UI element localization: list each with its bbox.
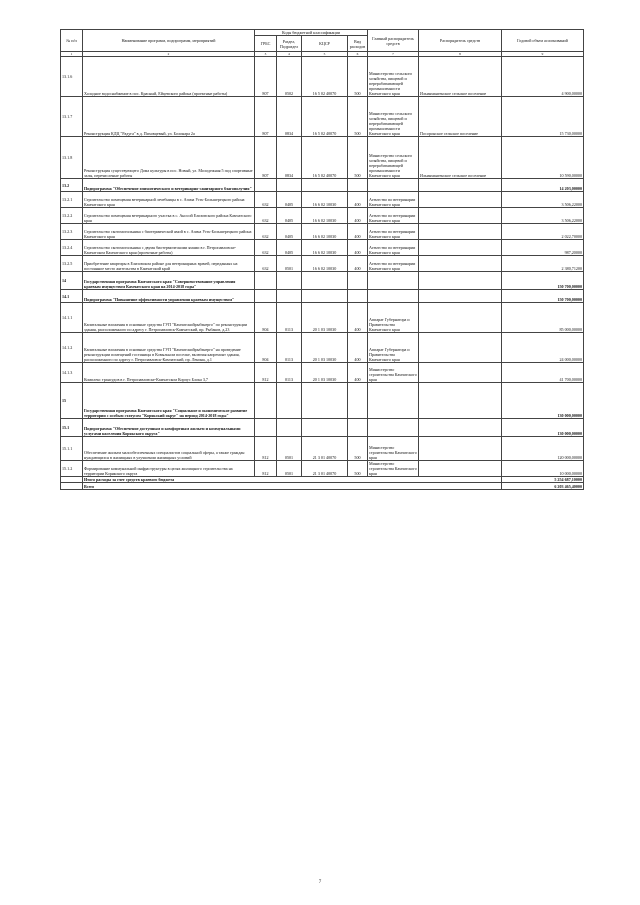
row-number: 14 — [61, 272, 83, 290]
row-recipient — [419, 208, 502, 224]
row-vr — [348, 383, 368, 419]
row-main-distributor: Министерство сельского хозяйства, пищевой и перерабатывающей промышленности Камчатского края — [368, 97, 419, 137]
row-razdel — [277, 383, 302, 419]
table-row — [61, 272, 584, 290]
row-grbs: 632 — [255, 256, 277, 272]
col-header-codes-group: Коды бюджетной классификации — [255, 30, 368, 36]
row-number: 13.2.1 — [61, 192, 83, 208]
row-recipient: Посоронское сельское поселение — [419, 97, 502, 137]
row-main-distributor: Аппарат Губернатора и Правительства Камчатского края — [368, 303, 419, 333]
row-number: 13.1.8 — [61, 137, 83, 179]
row-vr — [348, 179, 368, 192]
row-razdel: 0501 — [277, 437, 302, 461]
row-grbs: 632 — [255, 240, 277, 256]
row-amount: 85 000,00000 — [502, 303, 584, 333]
row-name: Строительство помещения ветеринарного участка в с. Аносой Елизовского района Камчатского края — [83, 208, 255, 224]
row-razdel — [277, 179, 302, 192]
row-ksr: 20 1 03 10030 — [302, 333, 348, 363]
row-razdel: 0834 — [277, 97, 302, 137]
row-main-distributor: Министерство сельского хозяйства, пищевой и перерабатывающей промышленности Камчатского края — [368, 137, 419, 179]
row-ksr: 16 6 02 10030 — [302, 240, 348, 256]
row-razdel — [277, 272, 302, 290]
total-row — [61, 483, 584, 490]
column-index: 1 — [61, 52, 83, 57]
row-number: 13.2.2 — [61, 208, 83, 224]
row-razdel: 0113 — [277, 363, 302, 383]
row-recipient — [419, 363, 502, 383]
row-vr: 500 — [348, 97, 368, 137]
row-razdel: 0405 — [277, 240, 302, 256]
row-main-distributor: Министерство строительства Камчатского края — [368, 363, 419, 383]
row-name: Строительство помещения ветеринарной лечебницы в с. Апача Усть-Большерецкого района Камчатского края — [83, 192, 255, 208]
row-grbs — [255, 272, 277, 290]
row-main-distributor — [368, 272, 419, 290]
row-number: 15.1 — [61, 419, 83, 437]
column-index: 8 — [419, 52, 502, 57]
row-main-distributor: Аппарат Губернатора и Правительства Камчатского края — [368, 333, 419, 363]
row-name: Холодное водоснабжение в пос. Красный, Ейцевского района (проектные работы) — [83, 57, 255, 97]
row-recipient — [419, 303, 502, 333]
row-main-distributor: Агентство по ветеринарии Камчатского края — [368, 256, 419, 272]
row-main-distributor — [368, 383, 419, 419]
row-vr: 500 — [348, 137, 368, 179]
row-amount: 120 000,00000 — [502, 437, 584, 461]
row-ksr — [302, 419, 348, 437]
row-number: 13.1.6 — [61, 57, 83, 97]
row-grbs: 812 — [255, 461, 277, 477]
row-name: Капитальные вложения в основные средства ГУП "Камчатскийрыбэнерго" на проведение реконструкции помещений гостиницы в Ковыльном поселке, включая капремонт здания, расположенного по адресу г. Петропавловск-Камчатский, пр. Ленина, д.1 — [83, 333, 255, 363]
table-row — [61, 461, 584, 477]
table-row — [61, 290, 584, 303]
row-name: Подпрограмма "Повышение эффективности управления краевым имуществом" — [83, 290, 255, 303]
table-row — [61, 383, 584, 419]
row-grbs: 812 — [255, 437, 277, 461]
row-name: Государственная программа Камчатского края "Социальное и экономическое развитие территории с особым статусом "Корякский округ" на период 2014-2018 годы" — [83, 383, 255, 419]
total-label: Всего — [83, 483, 502, 490]
row-recipient: Ильинмангенское сельское поселение — [419, 137, 502, 179]
row-ksr: 16 5 02 40070 — [302, 57, 348, 97]
row-amount: 150 700,00000 — [502, 290, 584, 303]
row-main-distributor: Агентство по ветеринарии Камчатского края — [368, 208, 419, 224]
row-vr: 400 — [348, 240, 368, 256]
row-recipient — [419, 383, 502, 419]
row-amount: 987,20000 — [502, 240, 584, 256]
row-recipient — [419, 419, 502, 437]
document-page — [60, 29, 583, 490]
row-recipient — [419, 224, 502, 240]
row-amount: 3 506,22000 — [502, 208, 584, 224]
row-grbs: 632 — [255, 192, 277, 208]
row-grbs — [255, 290, 277, 303]
table-row — [61, 192, 584, 208]
row-grbs: 807 — [255, 57, 277, 97]
row-grbs: 812 — [255, 363, 277, 383]
row-grbs: 807 — [255, 97, 277, 137]
row-ksr: 16 6 02 10030 — [302, 192, 348, 208]
row-main-distributor: Министерство строительства Камчатского края — [369, 461, 417, 477]
row-number: 13.2.3 — [61, 224, 83, 240]
row-vr — [348, 419, 368, 437]
row-number: 13.2 — [61, 179, 83, 192]
col-header-num: № п/п — [61, 30, 83, 52]
row-amount: 130 000,00000 — [502, 383, 584, 419]
col-header-razdel: Раздел, Подраздел — [277, 36, 302, 52]
row-ksr — [302, 179, 348, 192]
row-amount: 10 590,00000 — [502, 137, 584, 179]
column-index: 2 — [83, 52, 255, 57]
column-index: 5 — [302, 52, 348, 57]
row-name: Капитальные вложения в основные средства ГУП "Камчатскийрыбэнерго" по реконструкции здания, расположенного по адресу г. Петропавловск-Камчатский, пр. Рыбаков, д.23 — [83, 303, 255, 333]
row-main-distributor — [368, 290, 419, 303]
row-name: Подпрограмма "Обеспечение доступным и комфортным жильем и коммунальными услугами населения Корякского округа" — [83, 419, 255, 437]
row-recipient — [419, 240, 502, 256]
row-recipient — [419, 437, 502, 461]
row-number: 14.1 — [61, 290, 83, 303]
row-recipient — [419, 192, 502, 208]
table-row — [61, 419, 584, 437]
row-name: Строительство скотомогильника с биотермической ямой в с. Апача Усть-Большерецкого района Камчатского края — [83, 224, 255, 240]
row-ksr: 16 5 02 40070 — [302, 97, 348, 137]
table-row — [61, 137, 584, 179]
row-recipient — [419, 272, 502, 290]
row-amount: 10 000,00000 — [502, 461, 584, 477]
row-razdel — [277, 290, 302, 303]
row-amount: 2 380,71200 — [502, 256, 584, 272]
total-amount: 6 203 465,40000 — [502, 483, 584, 490]
row-name: Строительство скотомогильника с двумя биотермическими ямами в г. Петропавловске-Камчатском Камчатского края (проектные работы) — [83, 240, 255, 256]
row-razdel: 0405 — [277, 192, 302, 208]
row-ksr — [302, 290, 348, 303]
row-grbs — [255, 419, 277, 437]
col-header-recipient: Распорядитель средств — [419, 30, 502, 52]
table-row — [61, 303, 584, 333]
row-vr: 500 — [348, 461, 368, 477]
row-main-distributor: Агентство по ветеринарии Камчатского края — [368, 224, 419, 240]
row-name: Формирование коммунальной инфраструктуры в целях жилищного строительства на территории Корякского округа — [83, 461, 255, 477]
subtotal-label: Итого расходы за счет средств краевого бюджета — [83, 477, 502, 483]
row-number: 13.1.7 — [61, 97, 83, 137]
row-vr: 400 — [348, 192, 368, 208]
row-amount: 24 000,00000 — [502, 333, 584, 363]
row-grbs: 804 — [255, 333, 277, 363]
row-name: Приобретение квартиры в Елизовском районе для ветеринарных врачей, переданных на постоянное место жительства в Камчатский край — [83, 256, 255, 272]
row-vr: 400 — [348, 363, 368, 383]
table-row — [61, 57, 584, 97]
row-razdel: 0113 — [277, 333, 302, 363]
row-ksr — [302, 383, 348, 419]
row-amount: 150 700,00000 — [502, 272, 584, 290]
row-razdel: 0405 — [277, 224, 302, 240]
subtotal-amount: 5 254 687,10000 — [502, 477, 584, 483]
column-index: 4 — [277, 52, 302, 57]
row-number: 15.1.2 — [61, 461, 83, 477]
row-razdel: 0113 — [277, 303, 302, 333]
table-row — [61, 97, 584, 137]
row-razdel: 0834 — [277, 137, 302, 179]
row-recipient: Ильинмангенское сельское поселение — [419, 57, 502, 97]
row-ksr: 21 3 01 40070 — [302, 437, 348, 461]
table-row — [61, 224, 584, 240]
row-recipient — [419, 256, 502, 272]
row-ksr: 20 1 03 10030 — [302, 363, 348, 383]
table-row — [61, 437, 584, 461]
col-header-name: Наименование программ, подпрограмм, мероприятий — [83, 30, 255, 52]
row-vr: 400 — [348, 256, 368, 272]
row-vr: 400 — [348, 303, 368, 333]
col-header-grbs: ГРБС — [255, 36, 277, 52]
table-body — [61, 57, 584, 477]
row-number: 15.1.1 — [61, 437, 83, 461]
row-razdel: 0405 — [277, 208, 302, 224]
page-number: 7 — [318, 880, 322, 885]
row-ksr: 16 6 02 10030 — [302, 208, 348, 224]
row-recipient — [419, 290, 502, 303]
row-name: Подпрограмма "Обеспечение эпизоотического и ветеринарно-санитарного благополучия" — [83, 179, 255, 192]
row-recipient — [419, 179, 502, 192]
row-amount: 41 700,00000 — [502, 363, 584, 383]
row-ksr: 16 6 02 10030 — [302, 256, 348, 272]
row-grbs: 807 — [255, 137, 277, 179]
row-main-distributor: Министерство сельского хозяйства, пищевой и перерабатывающей промышленности Камчатского края — [368, 57, 419, 97]
row-amount: 130 000,00000 — [502, 419, 584, 437]
table-row — [61, 240, 584, 256]
row-grbs: 632 — [255, 224, 277, 240]
row-vr: 400 — [348, 208, 368, 224]
budget-table — [60, 29, 584, 490]
col-header-main-distributor: Главный распорядитель средств — [368, 30, 419, 52]
row-main-distributor: Министерство строительства Камчатского края — [368, 437, 419, 461]
row-vr: 500 — [348, 57, 368, 97]
row-ksr: 16 6 02 10030 — [302, 224, 348, 240]
column-index: 6 — [348, 52, 368, 57]
row-grbs: 804 — [255, 303, 277, 333]
row-amount: 14 203,00000 — [502, 179, 584, 192]
row-amount: 2 022,70000 — [502, 224, 584, 240]
row-grbs — [255, 383, 277, 419]
row-name: Государственная программа Камчатского края "Совершенствование управления краевым имуществом Камчатского края на 2014-2018 годы" — [83, 272, 255, 290]
row-vr: 400 — [348, 224, 368, 240]
row-razdel — [277, 419, 302, 437]
row-number: 13.2.4 — [61, 240, 83, 256]
row-number: 14.1.2 — [61, 333, 83, 363]
row-main-distributor: Агентство по ветеринарии Камчатского края — [368, 192, 419, 208]
row-number: 14.1.1 — [61, 303, 83, 333]
row-ksr — [302, 272, 348, 290]
row-main-distributor: Агентство по ветеринарии Камчатского края — [368, 240, 419, 256]
table-row — [61, 208, 584, 224]
row-name: Реконструкция КДЦ "Радуга" в д. Пиховцевый, ул. Болонара 2а — [83, 97, 255, 137]
row-number: 13.2.5 — [61, 256, 83, 272]
row-amount: 3 506,22000 — [502, 192, 584, 208]
table-row — [61, 363, 584, 383]
col-header-ksr: КЦСР — [302, 36, 348, 52]
row-vr — [348, 272, 368, 290]
table-row — [61, 333, 584, 363]
row-vr: 500 — [348, 437, 368, 461]
col-header-vr: Вид расходов — [348, 36, 368, 52]
row-amount: 4 900,00000 — [502, 57, 584, 97]
column-index: 3 — [255, 52, 277, 57]
column-index: 7 — [368, 52, 419, 57]
row-ksr: 16 5 02 40070 — [302, 137, 348, 179]
row-razdel: 0501 — [277, 461, 302, 477]
row-number: 14.1.3 — [61, 363, 83, 383]
table-row — [61, 256, 584, 272]
row-name: Реконструкция существующего Дома культуры в пос. Новый, ул. Молодежная 5 под спортивные залы, перечисленые работы — [83, 137, 255, 179]
row-vr — [348, 290, 368, 303]
col-header-total: Годовой объем ассигнований — [502, 30, 584, 52]
row-ksr: 21 3 01 40070 — [302, 461, 348, 477]
row-vr: 400 — [348, 333, 368, 363]
row-razdel: 0502 — [277, 57, 302, 97]
row-recipient — [419, 461, 502, 477]
row-main-distributor — [368, 419, 419, 437]
column-index: 9 — [502, 52, 584, 57]
row-number: 15 — [61, 383, 83, 419]
row-recipient — [419, 333, 502, 363]
row-main-distributor — [368, 179, 419, 192]
table-row — [61, 179, 584, 192]
row-razdel: 0501 — [277, 256, 302, 272]
row-name: Комплекс трансудов в г. Петропавловске-Камчатском Корпус Блока 3,7 — [83, 363, 255, 383]
row-grbs — [255, 179, 277, 192]
row-amount: 15 730,00000 — [502, 97, 584, 137]
row-name: Обеспечение жильем малообеспеченных специалистов социальной сферы, а также граждан нуждающихся в жилищных в улучшении жилищных условий — [83, 437, 255, 461]
row-ksr: 20 1 03 10030 — [302, 303, 348, 333]
row-grbs: 632 — [255, 208, 277, 224]
